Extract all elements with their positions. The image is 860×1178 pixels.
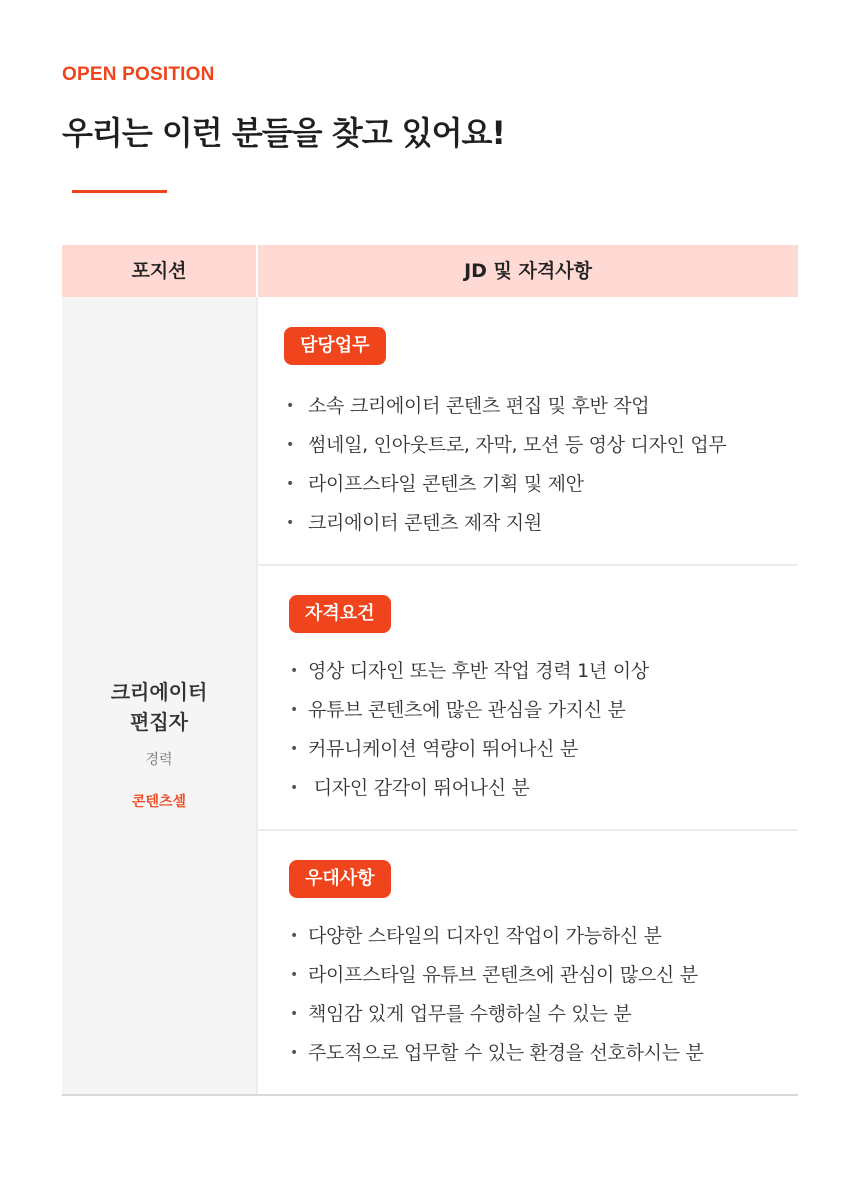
position-table bbox=[62, 245, 798, 1096]
eyebrow-label: OPEN POSITION bbox=[62, 64, 215, 85]
list-item-text: 소속 크리에이터 콘텐츠 편집 및 후반 작업 bbox=[308, 395, 650, 417]
column-header-jd: JD 및 자격사항 bbox=[464, 260, 592, 282]
list-item-text: 영상 디자인 또는 후반 작업 경력 1년 이상 bbox=[308, 660, 649, 682]
list-item bbox=[258, 1034, 704, 1073]
position-team: 콘텐츠셀 bbox=[131, 794, 187, 810]
bullet-icon: • bbox=[286, 476, 294, 492]
list-item bbox=[258, 465, 726, 504]
bullet-icon: • bbox=[286, 437, 294, 453]
bullet-icon: • bbox=[290, 702, 298, 718]
list-item bbox=[258, 917, 704, 956]
position-title-line2: 편집자 bbox=[130, 710, 188, 734]
list-item-text: 커뮤니케이션 역량이 뛰어나신 분 bbox=[308, 738, 578, 760]
bullet-icon: • bbox=[290, 741, 298, 757]
table-header bbox=[62, 245, 798, 297]
list-item-text: 다양한 스타일의 디자인 작업이 가능하신 분 bbox=[308, 925, 662, 947]
section-preferred bbox=[258, 831, 798, 1094]
list-item-text: 유튜브 콘텐츠에 많은 관심을 가지신 분 bbox=[308, 699, 626, 721]
accent-divider bbox=[72, 190, 167, 193]
bullet-icon: • bbox=[286, 515, 294, 531]
bullet-icon: • bbox=[290, 1006, 298, 1022]
list-item-text: 썸네일, 인아웃트로, 자막, 모션 등 영상 디자인 업무 bbox=[308, 434, 727, 456]
bullet-icon: • bbox=[290, 1045, 298, 1061]
duties-list bbox=[258, 387, 726, 543]
section-badge: 자격요건 bbox=[289, 595, 391, 633]
section-badge: 담당업무 bbox=[284, 327, 386, 365]
column-header-position: 포지션 bbox=[131, 260, 187, 282]
list-item bbox=[258, 691, 649, 730]
bullet-icon: • bbox=[290, 928, 298, 944]
list-item-text: 라이프스타일 콘텐츠 기획 및 제안 bbox=[308, 473, 584, 495]
list-item-text: 라이프스타일 유튜브 콘텐츠에 관심이 많으신 분 bbox=[308, 964, 698, 986]
position-type: 경력 bbox=[145, 752, 173, 768]
list-item bbox=[258, 426, 726, 465]
requirements-list bbox=[258, 652, 649, 808]
preferred-list bbox=[258, 917, 704, 1073]
bullet-icon: • bbox=[290, 780, 298, 796]
list-item bbox=[258, 504, 726, 543]
section-badge: 우대사항 bbox=[289, 860, 391, 898]
section-requirements bbox=[258, 566, 798, 829]
list-item bbox=[258, 387, 726, 426]
list-item-text: 주도적으로 업무할 수 있는 환경을 선호하시는 분 bbox=[308, 1042, 704, 1064]
list-item-text: 책임감 있게 업무를 수행하실 수 있는 분 bbox=[308, 1003, 632, 1025]
section-duties bbox=[258, 297, 798, 564]
position-title-line1: 크리에이터 bbox=[110, 680, 208, 704]
bullet-icon: • bbox=[290, 967, 298, 983]
page-title: 우리는 이런 분들을 찾고 있어요! bbox=[62, 114, 506, 152]
list-item bbox=[258, 769, 649, 808]
bullet-icon: • bbox=[286, 398, 294, 414]
list-item-text: 크리에이터 콘텐츠 제작 지원 bbox=[308, 512, 542, 534]
list-item bbox=[258, 730, 649, 769]
list-item bbox=[258, 956, 704, 995]
bullet-icon: • bbox=[290, 663, 298, 679]
position-title bbox=[62, 677, 256, 737]
list-item-text: 디자인 감각이 뛰어나신 분 bbox=[308, 777, 530, 799]
list-item bbox=[258, 652, 649, 691]
list-item bbox=[258, 995, 704, 1034]
position-cell bbox=[62, 297, 256, 1094]
